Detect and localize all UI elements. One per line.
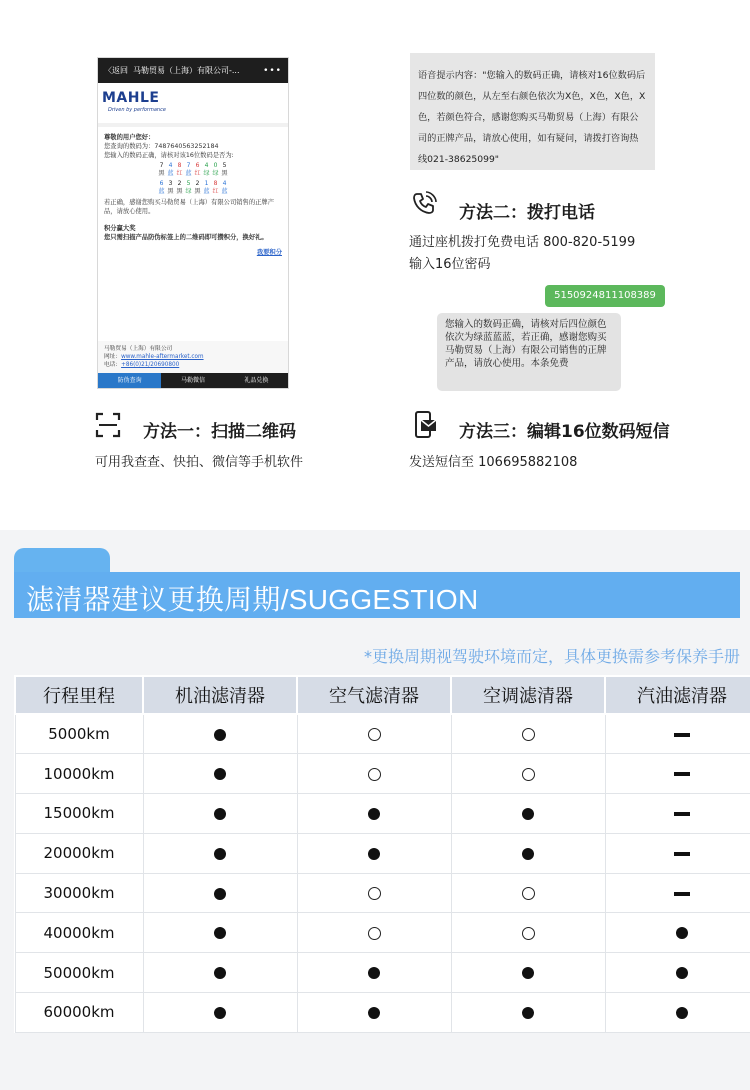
table-row	[15, 993, 750, 1033]
code-color-label: 绿	[212, 170, 219, 177]
code-digit: 7	[159, 162, 164, 169]
table-row	[15, 714, 750, 754]
confirm-text: 若正确，感谢您购买马勒贸易（上海）有限公司销售的正牌产品，请放心使用。	[104, 199, 275, 215]
table-row	[15, 913, 750, 953]
phone-tab-bar	[98, 373, 288, 388]
code-digit: 0	[213, 162, 218, 169]
table-row	[15, 794, 750, 834]
website-row	[104, 353, 282, 361]
table-row	[15, 873, 750, 913]
oil-filter-mark-cell	[143, 913, 297, 953]
points-text: 您只需扫描产品防伪标签上的二维码即可攒积分，换好礼。	[104, 234, 268, 241]
air-filter-mark-cell	[297, 714, 451, 754]
filled-circle-icon	[368, 1007, 380, 1019]
dash-icon	[674, 812, 690, 816]
phone-back-button[interactable]: 〈返回	[104, 66, 128, 75]
code-color-label: 黑	[221, 170, 228, 177]
fuel-filter-mark-cell	[605, 833, 750, 873]
website-label: 网址：	[104, 354, 122, 360]
air-filter-mark-cell	[297, 953, 451, 993]
air-filter-mark-cell	[297, 794, 451, 834]
voice-hint-card: 语音提示内容："您输入的数码正确，请核对16位数码后四位数的颜色，从左至右颜色依次为X色，X色，X色，X色，若颜色符合，感谢您购买马勒贸易（上海）有限公司的正牌产品，请放心使用，如有疑问，请拨打咨询热线021-38625099"	[410, 53, 655, 170]
filled-circle-icon	[214, 888, 226, 900]
fuel-filter-mark-cell	[605, 754, 750, 794]
air-filter-mark-cell	[297, 913, 451, 953]
filled-circle-icon	[522, 848, 534, 860]
code-color-label: 绿	[185, 188, 192, 195]
dash-icon	[674, 733, 690, 737]
cabin-filter-mark-cell	[451, 754, 605, 794]
filled-circle-icon	[214, 848, 226, 860]
mileage-cell: 30000km	[15, 873, 143, 913]
empty-circle-icon	[522, 887, 535, 900]
column-header-fuel-filter: 汽油滤清器	[605, 676, 750, 714]
dash-icon	[674, 852, 690, 856]
oil-filter-mark-cell	[143, 993, 297, 1033]
dash-icon	[674, 892, 690, 896]
website-link[interactable]: www.mahle-aftermarket.com	[121, 354, 204, 360]
code-digit: 1	[204, 180, 209, 187]
code-color-label: 蓝	[221, 188, 228, 195]
code-color-label: 蓝	[203, 188, 210, 195]
column-header-oil-filter: 机油滤清器	[143, 676, 297, 714]
air-filter-mark-cell	[297, 993, 451, 1033]
oil-filter-mark-cell	[143, 953, 297, 993]
code-digit: 6	[159, 180, 164, 187]
table-row	[15, 833, 750, 873]
table-row	[15, 953, 750, 993]
points-link[interactable]: 我要积分	[256, 249, 282, 256]
empty-circle-icon	[522, 768, 535, 781]
code-digit: 7	[186, 162, 191, 169]
filled-circle-icon	[676, 967, 688, 979]
air-filter-mark-cell	[297, 754, 451, 794]
code-color-grid	[104, 162, 282, 196]
column-header-cabin-filter: 空调滤清器	[451, 676, 605, 714]
sms-sent-bubble: 5150924811108389	[545, 285, 665, 307]
code-color-label: 绿	[203, 170, 210, 177]
dash-icon	[674, 772, 690, 776]
empty-circle-icon	[368, 927, 381, 940]
mileage-cell: 20000km	[15, 833, 143, 873]
air-filter-mark-cell	[297, 873, 451, 913]
points-title: 积分赢大奖	[104, 225, 136, 232]
method-call-title: 方法二：拨打电话	[459, 203, 595, 223]
sms-icon	[412, 411, 438, 439]
code-color-label: 红	[212, 188, 219, 195]
check-instruction-text: 您输入的数码正确，请核对该16位数码是否为:	[104, 152, 234, 159]
mileage-cell: 15000km	[15, 794, 143, 834]
brand-logo-text: MAHLE	[102, 90, 160, 106]
code-color-label: 蓝	[167, 170, 174, 177]
filled-circle-icon	[522, 967, 534, 979]
tab-mahle-wechat[interactable]: 马勒微信	[180, 377, 205, 384]
cabin-filter-mark-cell	[451, 794, 605, 834]
code-digit: 5	[222, 162, 227, 169]
cabin-filter-mark-cell	[451, 714, 605, 754]
code-color-label: 黑	[194, 188, 201, 195]
table-body	[15, 714, 750, 1032]
fuel-filter-mark-cell	[605, 794, 750, 834]
method-call-desc-line2: 输入16位密码	[409, 257, 491, 272]
query-code-text: 您查询的数码为：7487640563252184	[104, 143, 219, 150]
empty-circle-icon	[368, 768, 381, 781]
more-menu-icon[interactable]: •••	[263, 65, 282, 76]
filled-circle-icon	[676, 927, 688, 939]
method-sms-title: 方法三：编辑16位数码短信	[459, 422, 670, 442]
fuel-filter-mark-cell	[605, 913, 750, 953]
cabin-filter-mark-cell	[451, 833, 605, 873]
tab-anti-fake-query[interactable]: 防伪查询	[98, 373, 161, 388]
fuel-filter-mark-cell	[605, 993, 750, 1033]
code-color-label: 黑	[176, 188, 183, 195]
empty-circle-icon	[368, 728, 381, 741]
filled-circle-icon	[214, 1007, 226, 1019]
filled-circle-icon	[368, 848, 380, 860]
cabin-filter-mark-cell	[451, 993, 605, 1033]
mileage-cell: 5000km	[15, 714, 143, 754]
filled-circle-icon	[676, 1007, 688, 1019]
table-row	[15, 754, 750, 794]
fuel-filter-mark-cell	[605, 714, 750, 754]
mileage-cell: 60000km	[15, 993, 143, 1033]
code-digit: 2	[195, 180, 200, 187]
code-color-label: 红	[194, 170, 201, 177]
mahle-logo	[98, 83, 288, 123]
code-color-label: 黑	[158, 170, 165, 177]
filled-circle-icon	[214, 808, 226, 820]
mileage-cell: 40000km	[15, 913, 143, 953]
brand-slogan: Driven by performance	[108, 107, 166, 113]
code-digit: 2	[177, 180, 182, 187]
oil-filter-mark-cell	[143, 833, 297, 873]
filled-circle-icon	[368, 808, 380, 820]
empty-circle-icon	[522, 927, 535, 940]
phone-screenshot	[97, 57, 289, 389]
method-sms-desc: 发送短信至 106695882108	[409, 455, 578, 470]
cabin-filter-mark-cell	[451, 953, 605, 993]
replacement-table	[14, 675, 750, 1033]
oil-filter-mark-cell	[143, 873, 297, 913]
phone-label: 电话：	[104, 362, 122, 368]
code-digit: 4	[168, 162, 173, 169]
empty-circle-icon	[368, 887, 381, 900]
filled-circle-icon	[214, 927, 226, 939]
code-digit: 4	[222, 180, 227, 187]
method-scan-title: 方法一：扫描二维码	[143, 422, 296, 442]
phone-row	[104, 361, 282, 369]
suggestion-banner-title: 滤清器建议更换周期/SUGGESTION	[26, 584, 479, 615]
fuel-filter-mark-cell	[605, 873, 750, 913]
phone-number-link[interactable]: +86(0)21/20690800	[121, 362, 180, 368]
code-digit: 5	[186, 180, 191, 187]
code-digit: 4	[204, 162, 209, 169]
filled-circle-icon	[522, 1007, 534, 1019]
method-scan-desc: 可用我查查、快拍、微信等手机软件	[95, 455, 304, 470]
code-row	[104, 162, 282, 178]
cabin-filter-mark-cell	[451, 873, 605, 913]
code-digit: 3	[168, 180, 173, 187]
code-color-label: 红	[176, 170, 183, 177]
code-digit: 6	[195, 162, 200, 169]
greeting-text: 尊敬的用户您好：	[104, 134, 155, 141]
mileage-cell: 10000km	[15, 754, 143, 794]
company-info	[98, 341, 288, 373]
cabin-filter-mark-cell	[451, 913, 605, 953]
column-header-mileage: 行程里程	[15, 676, 143, 714]
tab-gift-exchange[interactable]: 礼品兑换	[244, 377, 269, 384]
phone-title-bar	[98, 58, 288, 83]
phone-page-title: 马勒贸易（上海）有限公司-...	[133, 66, 240, 75]
mileage-cell: 50000km	[15, 953, 143, 993]
replacement-note: *更换周期视驾驶环境而定，具体更换需参考保养手册	[363, 647, 740, 666]
code-color-label: 蓝	[158, 188, 165, 195]
empty-circle-icon	[522, 728, 535, 741]
company-name: 马勒贸易（上海）有限公司	[104, 346, 173, 352]
table-header-row	[15, 676, 750, 714]
phone-call-icon	[410, 190, 438, 218]
oil-filter-mark-cell	[143, 754, 297, 794]
method-call-desc-line1: 通过座机拨打免费电话 800-820-5199	[409, 235, 636, 250]
code-row	[104, 180, 282, 196]
oil-filter-mark-cell	[143, 794, 297, 834]
code-digit: 8	[177, 162, 182, 169]
filled-circle-icon	[214, 729, 226, 741]
verification-result	[98, 127, 288, 347]
code-color-label: 蓝	[185, 170, 192, 177]
filled-circle-icon	[368, 967, 380, 979]
scan-icon	[95, 412, 121, 438]
filled-circle-icon	[214, 768, 226, 780]
code-color-label: 黑	[167, 188, 174, 195]
filled-circle-icon	[214, 967, 226, 979]
code-digit: 8	[213, 180, 218, 187]
fuel-filter-mark-cell	[605, 953, 750, 993]
sms-reply-bubble: 您输入的数码正确，请核对后四位颜色依次为绿蓝蓝蓝，若正确，感谢您购买马勒贸易（上海）有限公司销售的正牌产品，请放心使用。本条免费	[437, 313, 621, 391]
column-header-air-filter: 空气滤清器	[297, 676, 451, 714]
air-filter-mark-cell	[297, 833, 451, 873]
filled-circle-icon	[522, 808, 534, 820]
oil-filter-mark-cell	[143, 714, 297, 754]
